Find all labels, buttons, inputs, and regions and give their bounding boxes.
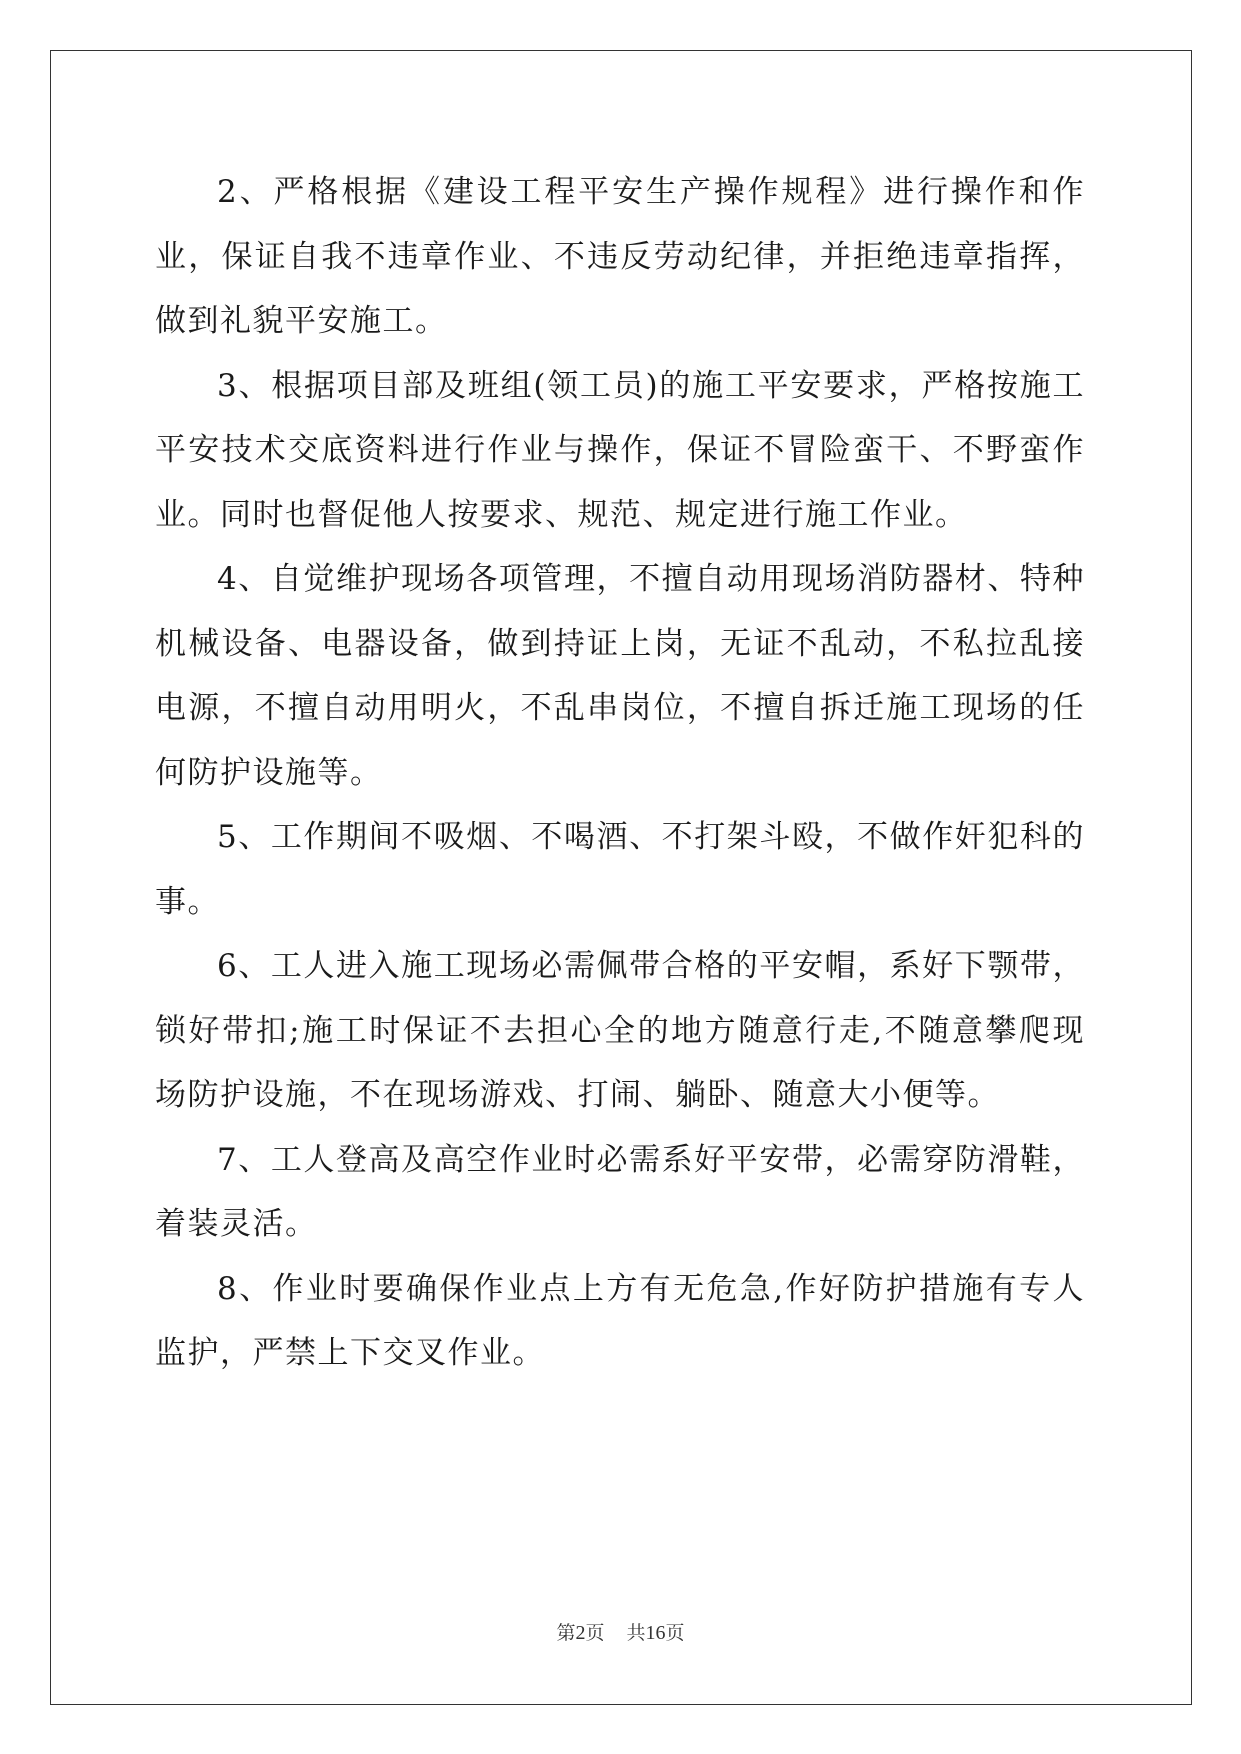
total-label-suffix: 页 (665, 1622, 685, 1644)
page-label-prefix: 第 (556, 1622, 576, 1644)
paragraph-item-8: 8、作业时要确保作业点上方有无危急,作好防护措施有专人监护，严禁上下交叉作业。 (155, 1270, 1085, 1371)
paragraph-item-7: 7、工人登高及高空作业时必需系好平安带，必需穿防滑鞋，着装灵活。 (155, 1141, 1085, 1242)
page-label-suffix: 页 (585, 1622, 605, 1644)
total-page-count: 16 (645, 1622, 666, 1644)
page-footer (0, 1618, 1241, 1645)
paragraph-item-4: 4、自觉维护现场各项管理，不擅自动用现场消防器材、特种机械设备、电器设备，做到持证上岗，无证不乱动，不私拉乱接电源，不擅自动用明火，不乱串岗位，不擅自拆迁施工现场的任何防护设施等。 (155, 561, 1085, 791)
paragraph-item-5: 5、工作期间不吸烟、不喝酒、不打架斗殴，不做作奸犯科的事。 (155, 819, 1085, 920)
document-body (155, 160, 1085, 1386)
paragraph-item-2: 2、严格根据《建设工程平安生产操作规程》进行操作和作业，保证自我不违章作业、不违反劳动纪律，并拒绝违章指挥，做到礼貌平安施工。 (155, 174, 1085, 339)
paragraph-item-6: 6、工人进入施工现场必需佩带合格的平安帽，系好下颚带，锁好带扣;施工时保证不去担心全的地方随意行走,不随意攀爬现场防护设施，不在现场游戏、打闹、躺卧、随意大小便等。 (155, 948, 1085, 1113)
paragraph-item-3: 3、根据项目部及班组(领工员)的施工平安要求，严格按施工平安技术交底资料进行作业与操作，保证不冒险蛮干、不野蛮作业。同时也督促他人按要求、规范、规定进行施工作业。 (155, 367, 1085, 533)
total-label-prefix: 共 (626, 1622, 646, 1644)
current-page-number: 2 (575, 1622, 586, 1644)
